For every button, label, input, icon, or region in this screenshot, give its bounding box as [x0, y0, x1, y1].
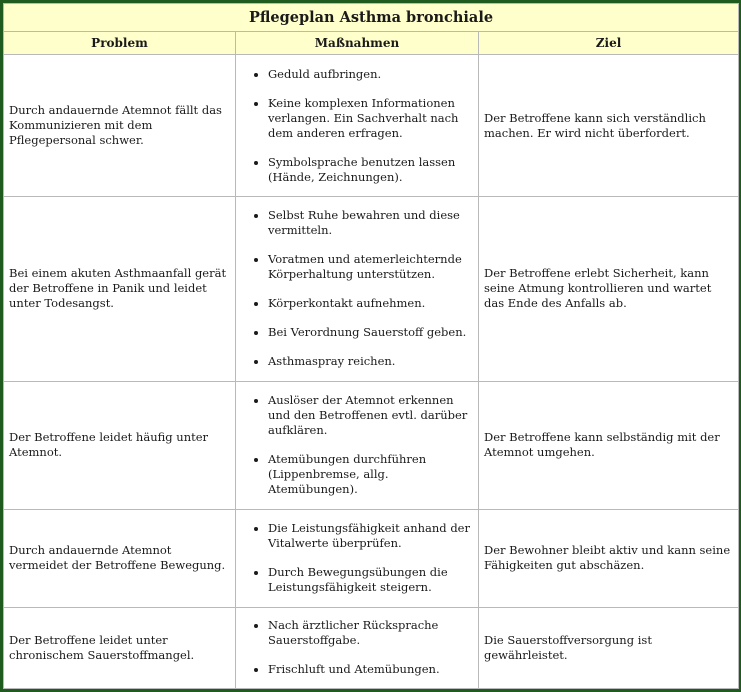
goal-cell: Der Betroffene kann selbständig mit der Atemnot umgehen. — [479, 381, 739, 509]
problem-cell: Durch andauernde Atemnot vermeidet der Betroffene Bewegung. — [4, 509, 236, 607]
measures-cell — [236, 55, 479, 197]
measure-item: • Atemübungen durchführen (Lippenbremse, allg. Atemübungen). — [268, 452, 474, 497]
column-header-measures: Maßnahmen — [236, 32, 479, 55]
measure-item: • Selbst Ruhe bewahren und diese vermitteln. — [268, 208, 474, 238]
measure-item: • Körperkontakt aufnehmen. — [268, 296, 474, 311]
measures-list — [236, 612, 478, 683]
measure-item: • Voratmen und atemerleichternde Körperhaltung unterstützen. — [268, 252, 474, 282]
goal-cell: Der Bewohner bleibt aktiv und kann seine Fähigkeiten gut abschäzen. — [479, 509, 739, 607]
page-title: Pflegeplan Asthma bronchiale — [4, 4, 739, 32]
measure-item: • Auslöser der Atemnot erkennen und den Betroffenen evtl. darüber aufklären. — [268, 393, 474, 438]
care-plan-table — [3, 3, 739, 689]
goal-cell: Der Betroffene erlebt Sicherheit, kann seine Atmung kontrollieren und wartet das Ende des Anfalls ab. — [479, 197, 739, 381]
measure-item: • Symbolsprache benutzen lassen (Hände, Zeichnungen). — [268, 155, 474, 185]
header-row — [4, 32, 739, 55]
goal-cell: Die Sauerstoffversorgung ist gewährleistet. — [479, 607, 739, 688]
problem-cell: Der Betroffene leidet häufig unter Atemnot. — [4, 381, 236, 509]
table-row — [4, 55, 739, 197]
measures-cell — [236, 197, 479, 381]
measure-item: • Durch Bewegungsübungen die Leistungsfähigkeit steigern. — [268, 565, 474, 595]
problem-cell: Der Betroffene leidet unter chronischem Sauerstoffmangel. — [4, 607, 236, 688]
problem-cell: Durch andauernde Atemnot fällt das Kommunizieren mit dem Pflegepersonal schwer. — [4, 55, 236, 197]
goal-cell: Der Betroffene kann sich verständlich machen. Er wird nicht überfordert. — [479, 55, 739, 197]
table-row — [4, 607, 739, 688]
measures-cell — [236, 607, 479, 688]
measure-item: • Nach ärztlicher Rücksprache Sauerstoffgabe. — [268, 618, 474, 648]
column-header-goal: Ziel — [479, 32, 739, 55]
column-header-problem: Problem — [4, 32, 236, 55]
title-row — [4, 4, 739, 32]
table-row — [4, 509, 739, 607]
measure-item: • Geduld aufbringen. — [268, 67, 474, 82]
measures-list — [236, 515, 478, 601]
measures-list — [236, 202, 478, 375]
measures-cell — [236, 509, 479, 607]
measures-cell — [236, 381, 479, 509]
table-row — [4, 381, 739, 509]
measure-item: • Keine komplexen Informationen verlangen. Ein Sachverhalt nach dem anderen erfragen. — [268, 96, 474, 141]
measures-list — [236, 387, 478, 503]
measure-item: • Frischluft und Atemübungen. — [268, 662, 474, 677]
problem-cell: Bei einem akuten Asthmaanfall gerät der Betroffene in Panik und leidet unter Todesangst. — [4, 197, 236, 381]
measures-list — [236, 61, 478, 191]
measure-item: • Asthmaspray reichen. — [268, 354, 474, 369]
table-row — [4, 197, 739, 381]
measure-item: • Die Leistungsfähigkeit anhand der Vitalwerte überprüfen. — [268, 521, 474, 551]
measure-item: • Bei Verordnung Sauerstoff geben. — [268, 325, 474, 340]
